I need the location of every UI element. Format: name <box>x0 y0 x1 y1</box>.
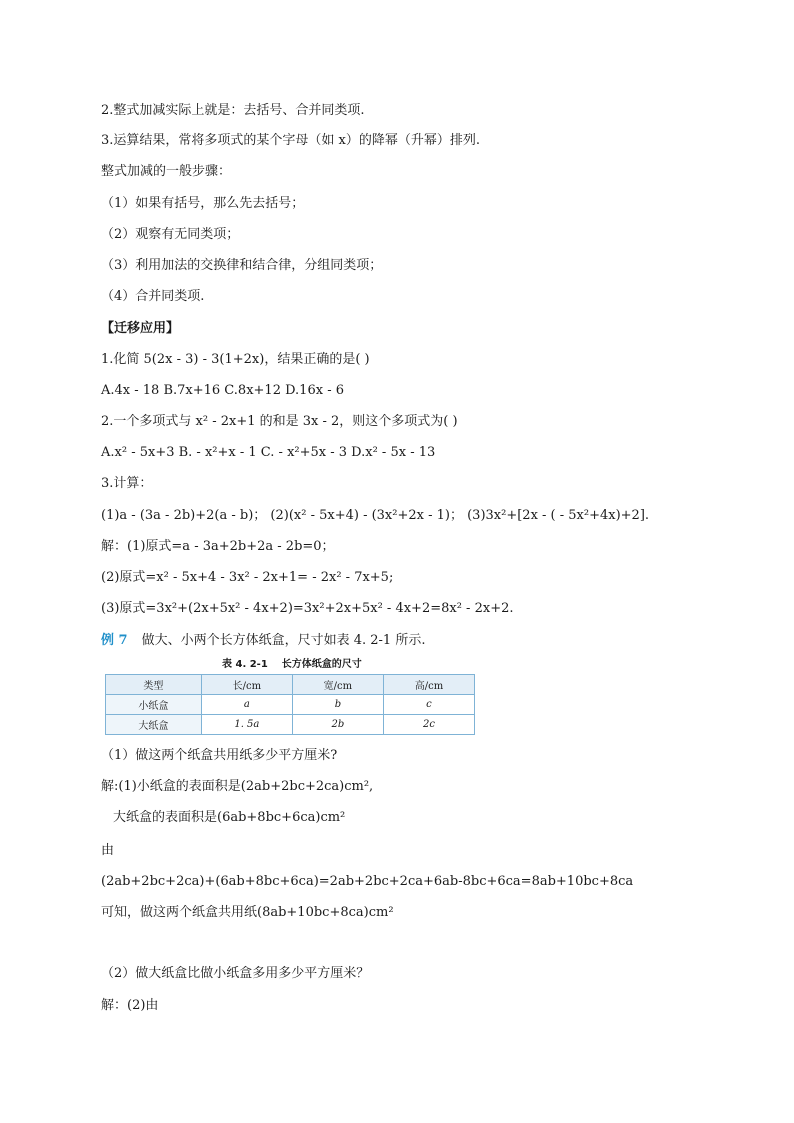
table-cell: 2c <box>383 715 474 735</box>
question-2-options: A.x² - 5x+3 B. - x²+x - 1 C. - x²+5x - 3 D.x² - 5x - 13 <box>101 445 436 460</box>
text-line: 2.整式加减实际上就是：去括号、合并同类项. <box>101 103 365 118</box>
table-row <box>106 695 475 715</box>
solution-line: 大纸盒的表面积是(6ab+8bc+6ca)cm² <box>113 810 346 825</box>
text-line: （3）利用加法的交换律和结合律，分组同类项； <box>101 258 383 273</box>
answer-line: (3)原式=3x²+(2x+5x² - 4x+2)=3x²+2x+5x² - 4x+2=8x² - 2x+2. <box>101 601 514 616</box>
solution-line: 解:(1)小纸盒的表面积是(2ab+2bc+2ca)cm², <box>101 779 374 794</box>
table-header: 类型 <box>106 675 202 695</box>
text-line: （4）合并同类项. <box>101 289 205 304</box>
text-line: （2）观察有无同类项； <box>101 227 240 242</box>
answer-line: 解：(1)原式=a - 3a+2b+2a - 2b=0； <box>101 539 335 554</box>
text-line: 整式加减的一般步骤： <box>101 164 232 179</box>
solution-line: 可知，做这两个纸盒共用纸(8ab+10bc+8ca)cm² <box>101 905 394 920</box>
solution-question-1: （1）做这两个纸盒共用纸多少平方厘米? <box>101 748 338 763</box>
table-header: 高/cm <box>383 675 474 695</box>
table-cell: b <box>292 695 383 715</box>
question-1: 1.化简 5(2x - 3) - 3(1+2x)，结果正确的是( ) <box>101 352 370 367</box>
table-header: 长/cm <box>201 675 292 695</box>
table-cell: c <box>383 695 474 715</box>
table-header: 宽/cm <box>292 675 383 695</box>
example-heading <box>101 633 425 649</box>
solution-equation: (2ab+2bc+2ca)+(6ab+8bc+6ca)=2ab+2bc+2ca+6ab-8bc+6ca=8ab+10bc+8ca <box>101 874 634 889</box>
table-cell: 小纸盒 <box>106 695 202 715</box>
example-text: 做大、小两个长方体纸盒，尺寸如表 4. 2-1 所示. <box>141 633 426 648</box>
solution-line: 由 <box>101 843 115 858</box>
solution-line: 解：(2)由 <box>101 998 159 1013</box>
table-caption <box>222 655 362 670</box>
table-caption-number: 表 4. 2-1 <box>222 659 268 670</box>
question-3-parts: (1)a - (3a - 2b)+2(a - b)； (2)(x² - 5x+4) - (3x²+2x - 1)； (3)3x²+[2x - ( - 5x²+4x)+2]. <box>101 508 650 523</box>
question-3: 3.计算： <box>101 476 153 491</box>
table-cell: 2b <box>292 715 383 735</box>
question-2: 2.一个多项式与 x² - 2x+1 的和是 3x - 2，则这个多项式为( ) <box>101 414 458 429</box>
table-row <box>106 715 475 735</box>
table-cell: 1. 5a <box>201 715 292 735</box>
table-cell: 大纸盒 <box>106 715 202 735</box>
example-label: 例 7 <box>101 633 128 648</box>
box-dimensions-table <box>105 674 475 735</box>
section-heading: 【迁移应用】 <box>101 321 180 336</box>
question-1-options: A.4x - 18 B.7x+16 C.8x+12 D.16x - 6 <box>101 383 344 398</box>
table-cell: a <box>201 695 292 715</box>
text-line: （1）如果有括号，那么先去括号； <box>101 196 305 211</box>
text-line: 3.运算结果，常将多项式的某个字母（如 x）的降幂（升幂）排列. <box>101 133 480 148</box>
solution-question-2: （2）做大纸盒比做小纸盒多用多少平方厘米？ <box>101 966 370 981</box>
table-header-row <box>106 675 475 695</box>
table-caption-text: 长方体纸盒的尺寸 <box>281 659 362 670</box>
answer-line: (2)原式=x² - 5x+4 - 3x² - 2x+1= - 2x² - 7x+5; <box>101 570 394 585</box>
